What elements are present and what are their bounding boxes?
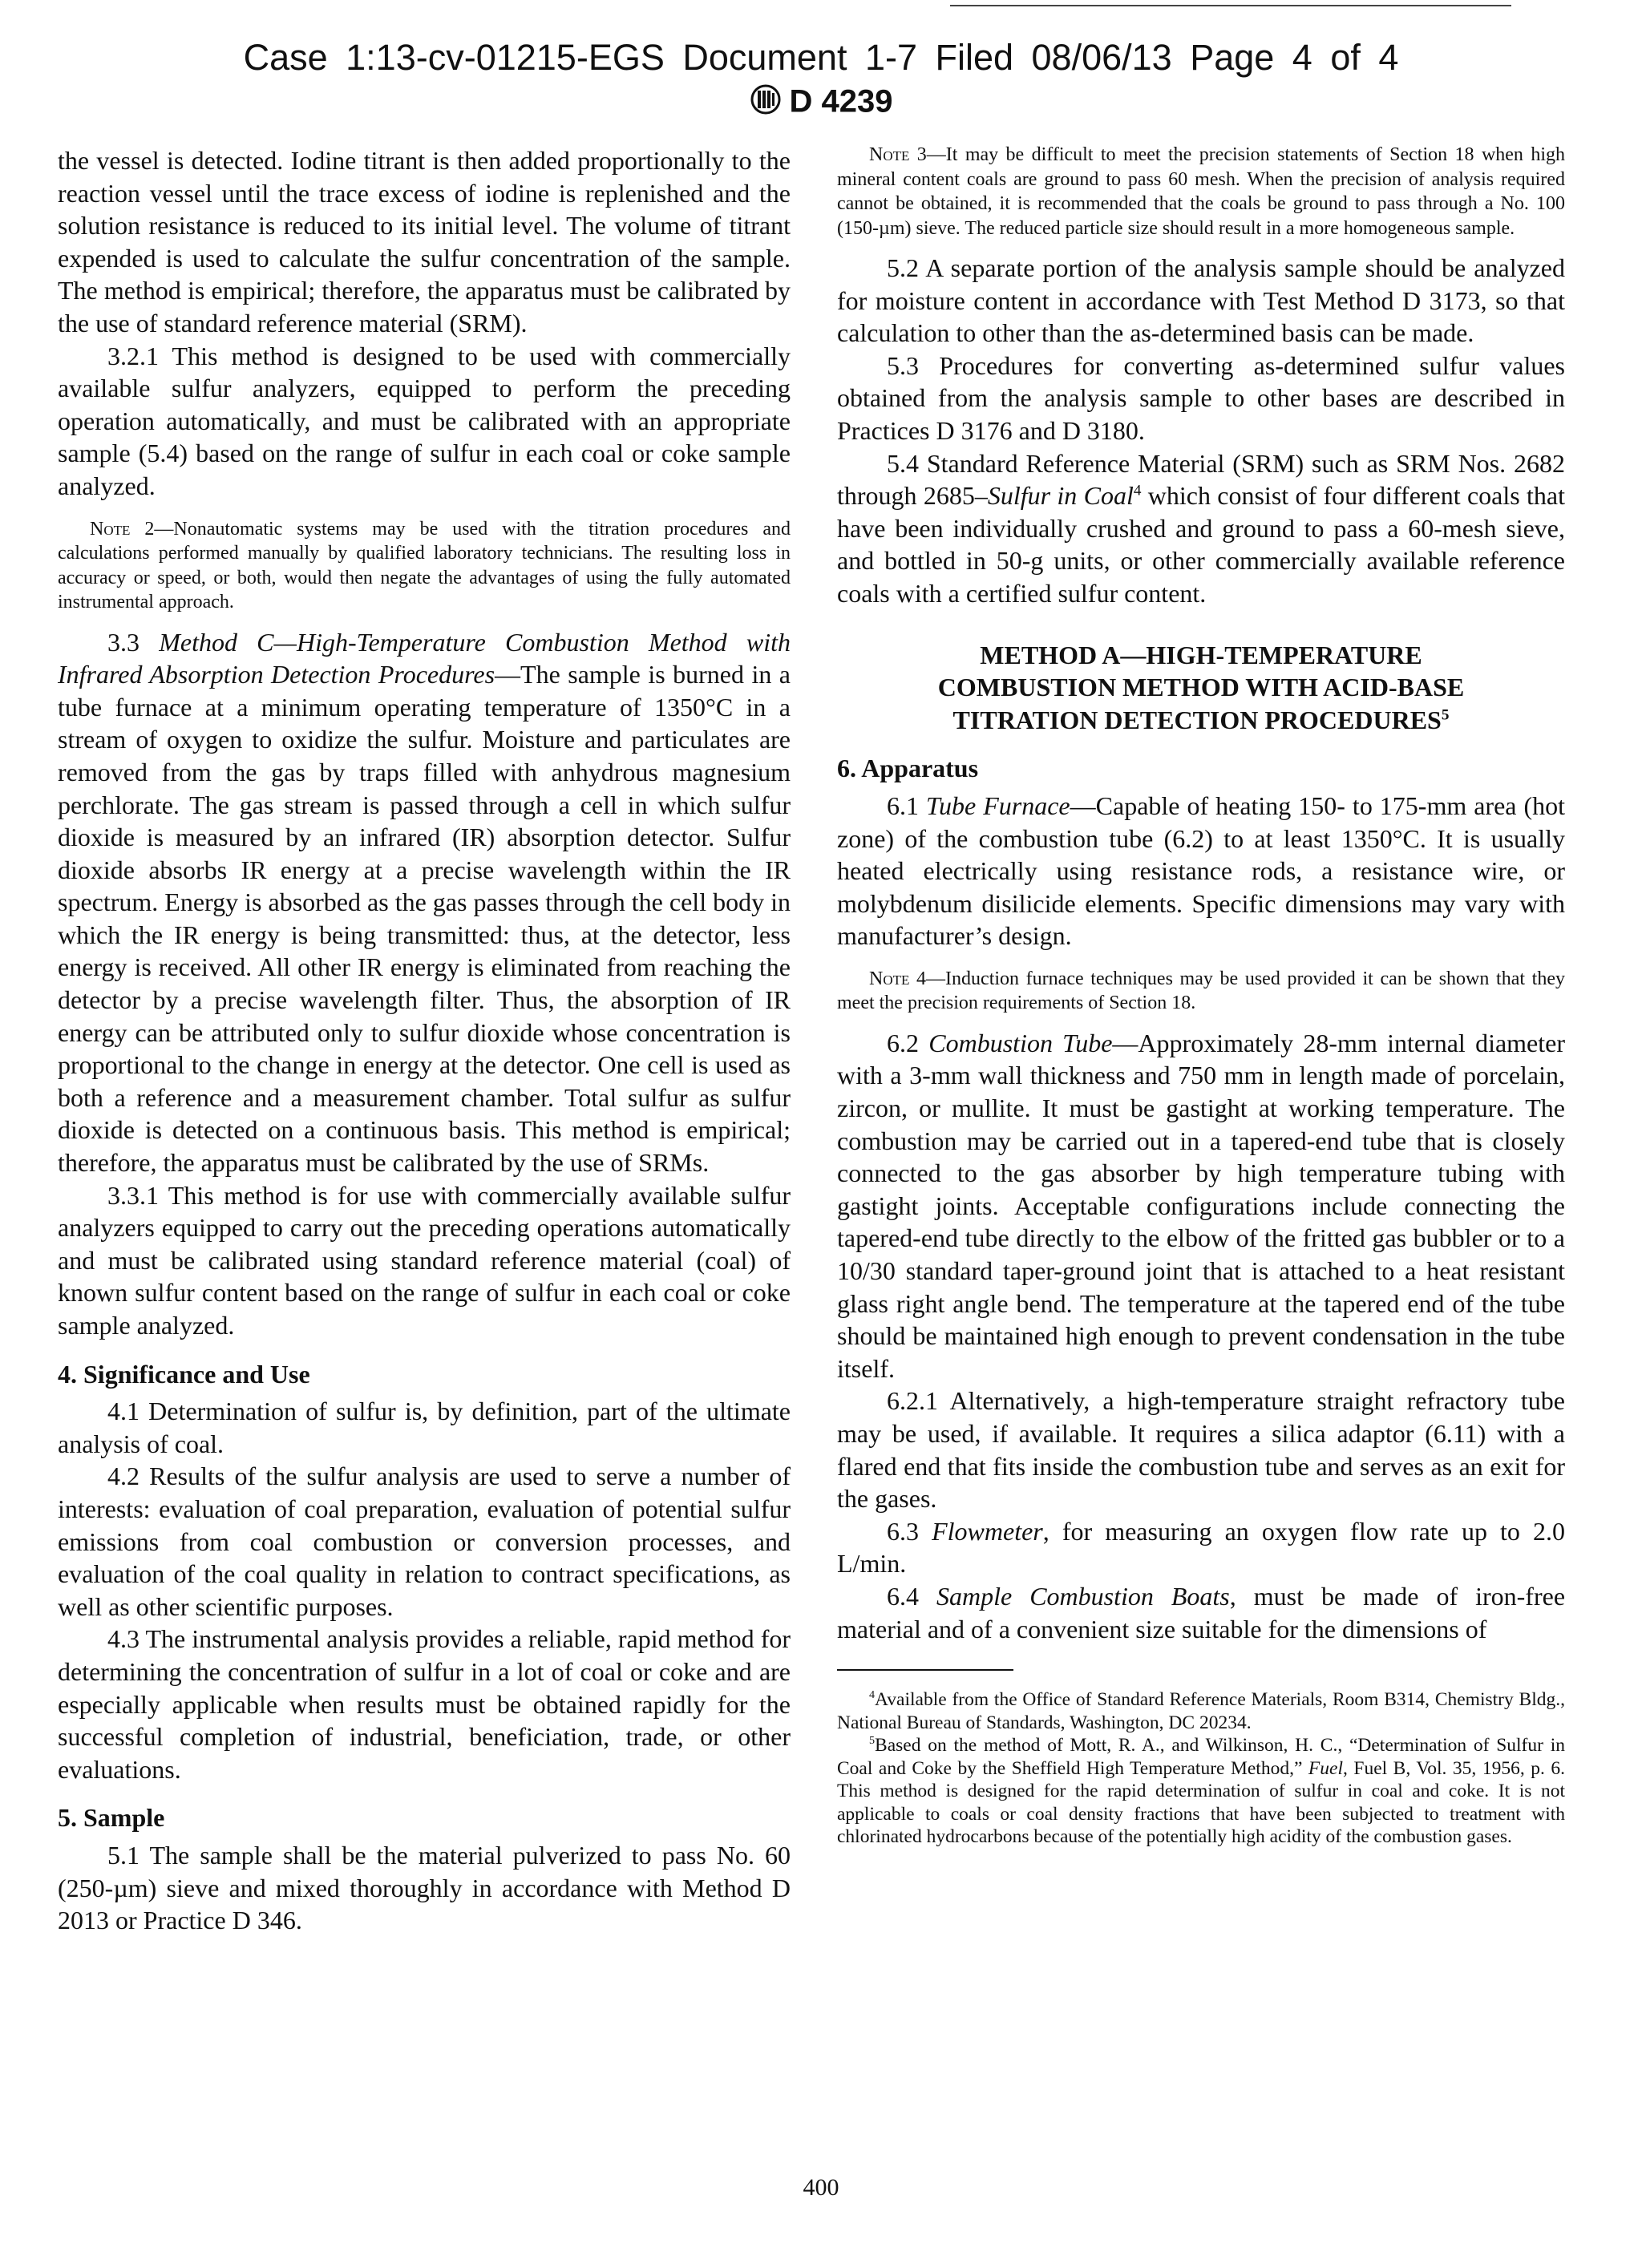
footnote-4: $^4$Available from the Office of Standard Reference Materials, Room B314, Chemistry Bldg., National Bureau of Standards, Washington, DC 20234.	[837, 1688, 1565, 1733]
note-4: Note 4—Induction furnace techniques may be used provided it can be shown that they meet the precision requirements of Section 18.	[837, 968, 1565, 1014]
note-3: Note 3—It may be difficult to meet the precision statements of Section 18 when high mineral content coals are ground to pass 60 mesh. When the precision of analysis required cannot be obtained, it is recommended that the coals be ground to pass through a No. 100 (150-µm) sieve. The reduced particle size should result in a more homogeneous sample.	[837, 144, 1565, 239]
footnote-ref-4: 4	[1133, 482, 1142, 499]
paragraph-5-1: 5.1 The sample shall be the material pulverized to pass No. 60 (250-µm) sieve and mixed thoroughly in accordance with Method D 2013 or Practice D 346.	[58, 1840, 791, 1935]
paragraph-3-3: 3.3 Method C—High-Temperature Combustion Method with Infrared Absorption Detection Procedures—The sample is burned in a tube furnace at a minimum operating temperature of 1350°C in a stream of oxygen to oxidize the sulfur. Moisture and particulates are removed from the gas by traps filled with anhydrous magnesium perchlorate. The gas stream is passed through a cell in which sulfur dioxide is measured by an infrared (IR) absorption detector. Sulfur dioxide absorbs IR energy at a precise wavelength within the IR spectrum. Energy is absorbed as the gas passes through the cell body in which the IR energy is being transmitted: thus, at the detector, less energy is received. All other IR energy is eliminated from reaching the detector by a precise wavelength filter. Thus, the absorption of IR energy can be attributed only to sulfur dioxide whose concentration is proportional to the change in energy at the detector. One cell is used as both a reference and a measurement chamber. Total sulfur as sulfur dioxide is detected on a continuous basis. This method is empirical; therefore, the apparatus must be calibrated by the use of SRMs.	[58, 627, 791, 1178]
right-column	[837, 143, 1565, 1849]
paragraph-6-3: 6.3 Flowmeter, for measuring an oxygen flow rate up to 2.0 L/min.	[837, 1516, 1566, 1579]
footnote-5: $^5$Based on the method of Mott, R. A., and Wilkinson, H. C., “Determination of Sulfur in Coal and Coke by the Sheffield High Temperature Method,” Fuel, Fuel B, Vol. 35, 1956, p. 6. This method is designed for the rapid determination of sulfur in coal and coke. It is not applicable to coals or coal density fractions that have been subjected to treatment with chlorinated hydrocarbons because of the potentially high acidity of the combustion gases.	[837, 1734, 1565, 1848]
paragraph-4-2: 4.2 Results of the sulfur analysis are used to serve a number of interests: evaluation of coal preparation, evaluation of potential sulfur emissions from coal combustion or conversion processes, and evaluation of the coal quality in relation to contract specifications, as well as other scientific purposes.	[58, 1461, 791, 1621]
paragraph-3-2-1: 3.2.1 This method is designed to be used with commercially available sulfur analyzers, equipped to perform the preceding operation automatically, and must be calibrated with an appropriate sample (5.4) based on the range of sulfur in each coal or coke sample analyzed.	[58, 341, 791, 500]
astm-logo-icon	[750, 83, 782, 123]
document-number: D 4239	[789, 83, 893, 119]
paragraph-5-3: 5.3 Procedures for converting as-determined sulfur values obtained from the analysis sample to other bases are described in Practices D 3176 and D 3180.	[837, 350, 1565, 445]
footnote-ref-5: 5	[1441, 706, 1450, 724]
section-6-heading: 6. Apparatus	[837, 754, 979, 783]
header-rule	[950, 5, 1511, 6]
section-5-heading: 5. Sample	[58, 1803, 165, 1833]
paragraph-3-2-cont: the vessel is detected. Iodine titrant is then added proportionally to the reaction vessel until the trace excess of iodine is replenished and the solution resistance is reduced to its initial level. The volume of titrant expended is used to calculate the sulfur concentration of the sample. The method is empirical; therefore, the apparatus must be calibrated by the use of standard reference material (SRM).	[58, 146, 791, 338]
paragraph-6-1: 6.1 Tube Furnace—Capable of heating 150- to 175-mm area (hot zone) of the combustion tube (6.2) to at least 1350°C. It is usually heated electrically using resistance rods, a resistance wire, or molybdenum disilicide elements. Specific dimensions may vary with manufacturer’s design.	[837, 790, 1566, 951]
paragraph-4-1: 4.1 Determination of sulfur is, by definition, part of the ultimate analysis of coal.	[58, 1397, 791, 1458]
paragraph-3-3-1: 3.3.1 This method is for use with commercially available sulfur analyzers equipped to carry out the preceding operations automatically and must be calibrated using standard reference material (coal) of known sulfur content based on the range of sulfur in each coal or coke sample analyzed.	[58, 1180, 791, 1340]
paragraph-6-2: 6.2 Combustion Tube—Approximately 28-mm internal diameter with a 3-mm wall thickness and 750 mm in length made of porcelain, zircon, or mullite. It must be gastight at working temperature. The combustion may be carried out in a tapered-end tube that is closely connected to the gas absorber by high temperature tubing with gastight joints. Acceptable configurations include connecting the tapered-end tube directly to the elbow of the fritted gas bubbler or to a 10/30 standard taper-ground joint that is attached to a heat resistant glass right angle bend. The temperature at the tapered end of the tube should be maintained high enough to prevent condensation in the tube itself.	[837, 1028, 1566, 1383]
footnote-rule	[837, 1669, 1013, 1671]
paragraph-5-4: 5.4 Standard Reference Material (SRM) such as SRM Nos. 2682 through 2685–Sulfur in Coal$^4$ which consist of four different coals that have been individually crushed and ground to pass a 60-mesh sieve, and bottled in 50-g units, or other commercially available reference coals with a certified sulfur content.	[837, 448, 1565, 608]
note-2: Note 2—Nonautomatic systems may be used with the titration procedures and calculations performed manually by qualified laboratory technicians. The resulting loss in accuracy or speed, or both, would then negate the advantages of using the fully automated instrumental approach.	[58, 518, 791, 613]
paragraph-4-3: 4.3 The instrumental analysis provides a reliable, rapid method for determining the concentration of sulfur in a lot of coal or coke and are especially applicable when results must be obtained rapidly for the successful completion of industrial, beneficiation, trade, or other evaluations.	[58, 1624, 791, 1784]
method-a-title: METHOD A—HIGH-TEMPERATURE COMBUSTION METHOD WITH ACID-BASE TITRATION DETECTION PROCEDURES$^5$	[937, 640, 1465, 734]
court-filing-header: Case 1:13-cv-01215-EGS Document 1-7 Filed 08/06/13 Page 4 of 4	[243, 37, 1399, 78]
page-number: 400	[803, 2174, 839, 2201]
left-column	[58, 144, 791, 1937]
paragraph-6-2-1: 6.2.1 Alternatively, a high-temperature straight refractory tube may be used, if available. It requires a silica adaptor (6.11) with a flared end that fits inside the combustion tube and serves as an exit for the gases.	[837, 1386, 1565, 1514]
section-4-heading: 4. Significance and Use	[58, 1359, 310, 1389]
paragraph-5-2: 5.2 A separate portion of the analysis sample should be analyzed for moisture content in accordance with Test Method D 3173, so that calculation to other than the as-determined basis can be made.	[837, 253, 1565, 348]
document-designation	[0, 83, 1642, 123]
paragraph-6-4: 6.4 Sample Combustion Boats, must be made of iron-free material and of a convenient size suitable for the dimensions of	[837, 1581, 1566, 1643]
